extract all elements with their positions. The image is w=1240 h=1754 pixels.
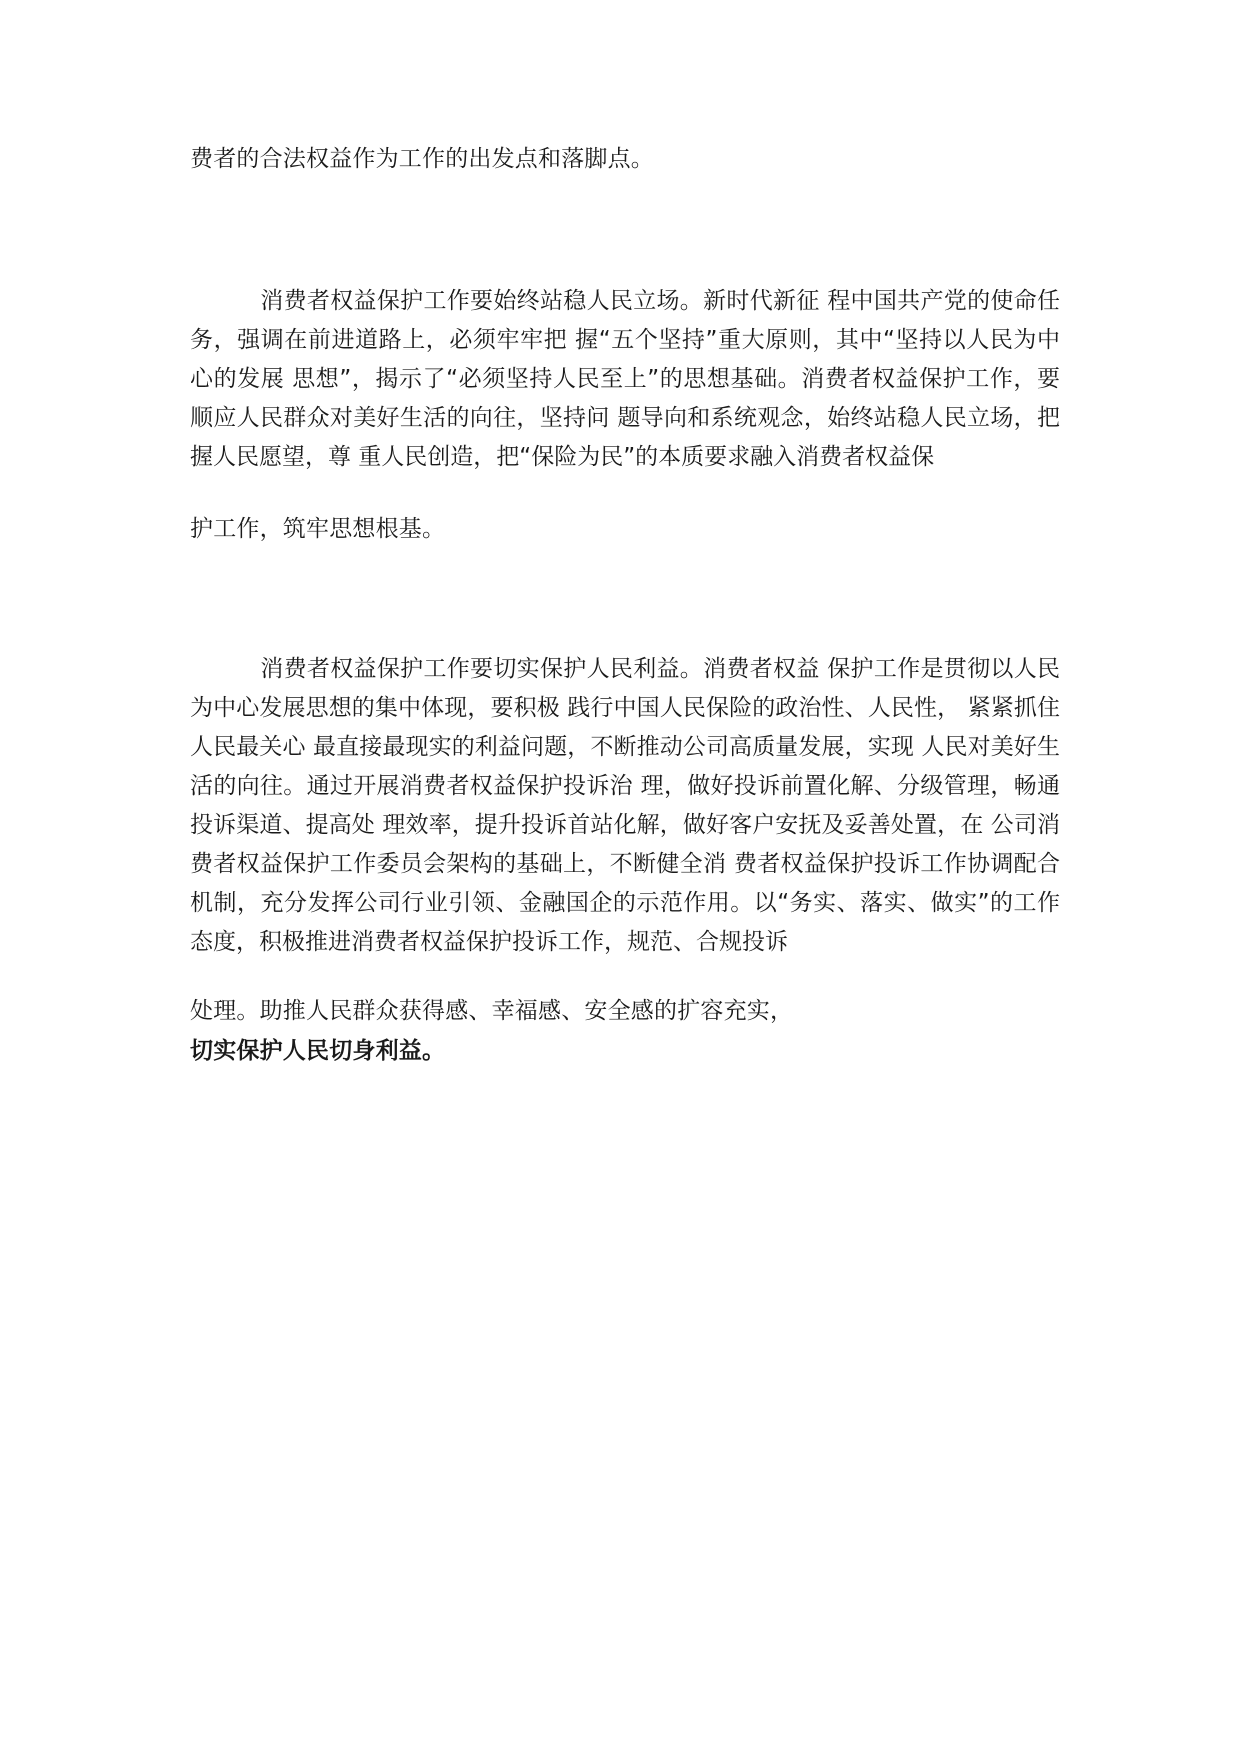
paragraph-people-stance	[190, 282, 1060, 477]
closing-bold-line: 切实保护人民切身利益。	[190, 1038, 446, 1064]
paragraph-people-interests	[190, 650, 1060, 962]
paragraph-people-interests-tail: 处理。助推人民群众获得感、幸福感、安全感的扩容充实，	[190, 998, 794, 1024]
paragraph-people-interests-text: 消费者权益保护工作要切实保护人民利益。消费者权益 保护工作是贯彻以人民为中心发展思想的集中体现，要积极 践行中国人民保险的政治性、人民性， 紧紧抓住人民最关心 最直接最现实的利益问题，不断推动公司高质量发展，实现 人民对美好生活的向往。通过开展消费者权益保护投诉治 理，做好投诉前置化解、分级管理，畅通投诉渠道、提高处 理效率，提升投诉首站化解，做好客户安抚及妥善处置，在 公司消费者权益保护工作委员会架构的基础上，不断健全消 费者权益保护投诉工作协调配合机制，充分发挥公司行业引领、金融国企的示范作用。以“务实、落实、做实”的工作 态度，积极推进消费者权益保护投诉工作，规范、合规投诉	[190, 656, 1060, 955]
paragraph-people-stance-tail: 护工作，筑牢思想根基。	[190, 516, 446, 542]
paragraph-people-stance-text: 消费者权益保护工作要始终站稳人民立场。新时代新征 程中国共产党的使命任务，强调在前进道路上，必须牢牢把 握“五个坚持”重大原则，其中“坚持以人民为中心的发展 思想”，揭示了“必须坚持人民至上”的思想基础。消费者权益保护工作，要顺应人民群众对美好生活的向往，坚持问 题导向和系统观念，始终站稳人民立场，把握人民愿望，尊 重人民创造，把“保险为民”的本质要求融入消费者权益保	[190, 288, 1060, 470]
opening-tail-line: 费者的合法权益作为工作的出发点和落脚点。	[190, 146, 654, 172]
